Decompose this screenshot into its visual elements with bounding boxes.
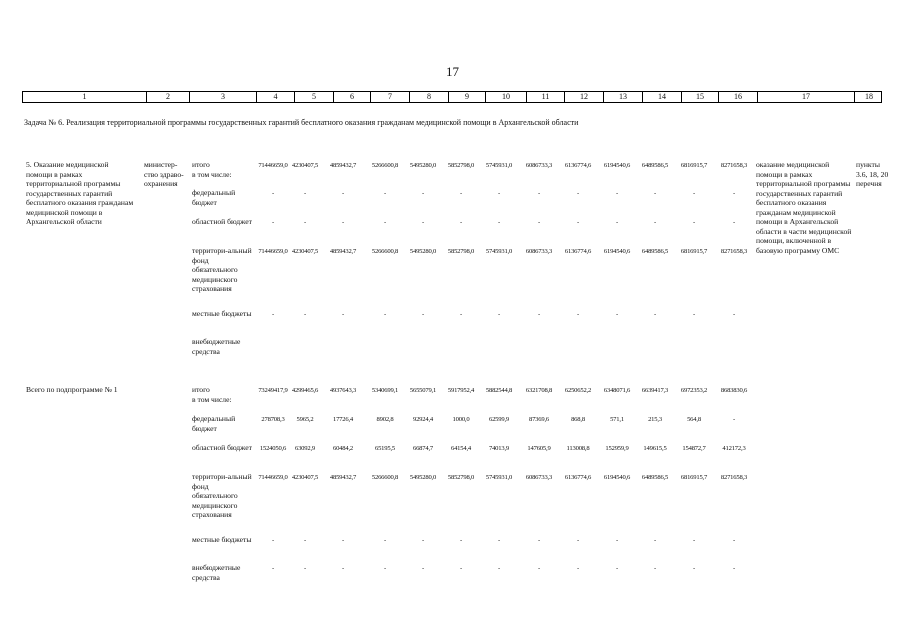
- block2-value-cell: 87369,6: [528, 416, 550, 423]
- header-col-2: 2: [146, 92, 189, 102]
- block2-value-cell: -: [384, 565, 386, 572]
- block1-value-cell: -: [342, 190, 344, 197]
- block1-value-cell: -: [616, 190, 618, 197]
- block2-value-cell: 1000,0: [452, 416, 470, 423]
- block2-value-cell: 17726,4: [332, 416, 354, 423]
- header-col-1: 1: [82, 92, 87, 101]
- block2-value-cell: 215,3: [648, 416, 662, 423]
- block1-value-cell: 8271658,3: [720, 248, 748, 255]
- block1-value-cell: -: [384, 219, 386, 226]
- block2-value-cell: 4230407,5: [291, 474, 319, 481]
- block1-value-cell: 6816915,7: [680, 248, 708, 255]
- block1-value-cell: -: [422, 219, 424, 226]
- block1-value-cell: -: [460, 311, 462, 318]
- block1-value-cell: 71446659,0: [258, 162, 288, 169]
- block1-value-cell: -: [498, 190, 500, 197]
- block2-value-cell: -: [498, 537, 500, 544]
- block2-value-cell: -: [422, 565, 424, 572]
- block1-value-cell: -: [304, 190, 306, 197]
- block1-value-cell: 6194540,6: [603, 162, 631, 169]
- block2-value-cell: -: [577, 537, 579, 544]
- block2-value-cell: -: [304, 565, 306, 572]
- block1-value-cell: -: [538, 219, 540, 226]
- header-col-12: 12: [564, 92, 603, 102]
- block1-value-cell: 6086733,3: [525, 162, 553, 169]
- block1-value-cell: -: [616, 311, 618, 318]
- block2-value-cell: 5495280,0: [409, 474, 437, 481]
- block1-value-cell: 6194540,6: [603, 248, 631, 255]
- header-col-8: 8: [409, 92, 448, 102]
- block1-value-cell: -: [272, 311, 274, 318]
- block1-value-cell: -: [272, 219, 274, 226]
- block1-value-cell: 6136774,6: [564, 248, 592, 255]
- block2-value-cell: 65195,5: [374, 445, 396, 452]
- block1-value-cell: -: [616, 219, 618, 226]
- block1-value-cell: -: [384, 311, 386, 318]
- header-col-5: 5: [294, 92, 333, 102]
- block2-value-cell: -: [460, 565, 462, 572]
- block2-row-label: областной бюджет: [192, 443, 252, 452]
- block2-value-cell: 6321708,8: [525, 387, 553, 394]
- header-col-16: 16: [718, 92, 757, 102]
- header-col-4: 4: [256, 92, 294, 102]
- block2-value-cell: 63092,9: [294, 445, 316, 452]
- block2-value-cell: 5266600,8: [371, 474, 399, 481]
- block1-value-cell: -: [693, 219, 695, 226]
- block1-value-cell: 6489586,5: [641, 162, 669, 169]
- block1-value-cell: -: [342, 219, 344, 226]
- block2-value-cell: 1524050,6: [259, 445, 287, 452]
- block1-value-cell: -: [577, 311, 579, 318]
- header-col-11: 11: [526, 92, 564, 102]
- block2-value-cell: 6194540,6: [603, 474, 631, 481]
- block1-value-cell: -: [498, 311, 500, 318]
- block2-value-cell: 6348071,6: [603, 387, 631, 394]
- block1-value-cell: 4230407,5: [291, 248, 319, 255]
- block1-value-cell: 6489586,5: [641, 248, 669, 255]
- block1-value-cell: -: [304, 219, 306, 226]
- block2-value-cell: 147605,9: [527, 445, 551, 452]
- header-col-10: 10: [485, 92, 526, 102]
- block1-value-cell: 6136774,6: [564, 162, 592, 169]
- block2-value-cell: 113008,8: [566, 445, 590, 452]
- block1-value-cell: -: [498, 219, 500, 226]
- block1-value-cell: -: [577, 219, 579, 226]
- block2-value-cell: 4859432,7: [329, 474, 357, 481]
- column-number-header: [22, 91, 882, 103]
- header-col-17: 17: [757, 92, 854, 102]
- block1-value-cell: -: [693, 311, 695, 318]
- block1-value-cell: -: [733, 219, 735, 226]
- block2-value-cell: -: [498, 565, 500, 572]
- block2-value-cell: 4299465,6: [291, 387, 319, 394]
- block1-value-cell: 5266600,8: [371, 162, 399, 169]
- header-col-15: 15: [681, 92, 718, 102]
- block1-value-cell: -: [693, 190, 695, 197]
- block1-value-cell: -: [384, 190, 386, 197]
- block2-value-cell: 64154,4: [450, 445, 472, 452]
- block2-value-cell: -: [538, 565, 540, 572]
- block2-value-cell: 5965,2: [296, 416, 314, 423]
- header-col-13: 13: [603, 92, 642, 102]
- block2-value-cell: -: [693, 537, 695, 544]
- block1-value-cell: -: [422, 311, 424, 318]
- block2-value-cell: 92924,4: [412, 416, 434, 423]
- block1-value-cell: 71446659,0: [258, 248, 288, 255]
- header-col-6: 6: [333, 92, 370, 102]
- task-title: Задача № 6. Реализация территориальной программы государственных гарантий бесплатного оказания гражданам медицинской помощи в Архангельской области: [24, 118, 579, 127]
- block2-value-cell: -: [304, 537, 306, 544]
- block2-value-cell: 4937643,3: [329, 387, 357, 394]
- block2-row-label: местные бюджеты: [192, 535, 252, 544]
- block2-value-cell: 8271658,3: [720, 474, 748, 481]
- block1-value-cell: -: [733, 311, 735, 318]
- block1-value-cell: 5745931,0: [485, 162, 513, 169]
- block1-value-cell: -: [538, 190, 540, 197]
- block1-row-label: внебюджетные средства: [192, 337, 241, 356]
- block2-value-cell: -: [422, 537, 424, 544]
- block1-event-name: 5. Оказание медицинской помощи в рамках территориальной программы государственных гарантий бесплатного оказания гражданам медицинской помощи в Архангельской области: [26, 160, 134, 226]
- block2-value-cell: -: [616, 537, 618, 544]
- block2-subprogram-total: Всего по подпрограмме № 1: [26, 385, 118, 394]
- block1-value-cell: 5495280,0: [409, 248, 437, 255]
- block2-value-cell: 868,8: [571, 416, 585, 423]
- block1-value-cell: 5495280,0: [409, 162, 437, 169]
- block2-value-cell: -: [538, 537, 540, 544]
- block1-value-cell: -: [654, 311, 656, 318]
- header-col-7: 7: [370, 92, 409, 102]
- block2-value-cell: 412172,3: [722, 445, 746, 452]
- block1-row-label: областной бюджет: [192, 217, 252, 226]
- block1-value-cell: -: [577, 190, 579, 197]
- block2-value-cell: 6639417,3: [641, 387, 669, 394]
- block2-value-cell: -: [460, 537, 462, 544]
- block1-value-cell: -: [422, 190, 424, 197]
- block2-value-cell: 6136774,6: [564, 474, 592, 481]
- block1-value-cell: -: [272, 190, 274, 197]
- block1-value-cell: -: [342, 311, 344, 318]
- block1-value-cell: 5266600,8: [371, 248, 399, 255]
- block2-value-cell: 571,1: [610, 416, 624, 423]
- block1-value-cell: 4230407,5: [291, 162, 319, 169]
- block2-value-cell: 8683830,6: [720, 387, 748, 394]
- block1-value-cell: 8271658,3: [720, 162, 748, 169]
- block2-value-cell: -: [733, 565, 735, 572]
- block1-value-cell: 6816915,7: [680, 162, 708, 169]
- block1-executor: министер-ство здраво-охранения: [144, 160, 184, 188]
- block1-row-label: итого в том числе:: [192, 160, 232, 179]
- block2-value-cell: 5655079,1: [409, 387, 437, 394]
- block2-value-cell: 154872,7: [682, 445, 706, 452]
- block1-value-cell: -: [654, 190, 656, 197]
- block1-value-cell: 4859432,7: [329, 162, 357, 169]
- block2-value-cell: -: [733, 416, 735, 423]
- block1-value-cell: 5852798,0: [447, 162, 475, 169]
- block2-value-cell: 73249417,9: [258, 387, 288, 394]
- block2-value-cell: -: [733, 537, 735, 544]
- block2-value-cell: 5745931,0: [485, 474, 513, 481]
- header-col-14: 14: [642, 92, 681, 102]
- header-col-3: 3: [189, 92, 256, 102]
- block1-value-cell: 5745931,0: [485, 248, 513, 255]
- block2-value-cell: -: [654, 537, 656, 544]
- block2-value-cell: 6972353,2: [680, 387, 708, 394]
- block1-points: пункты 3.6, 18, 20 перечня: [856, 160, 889, 188]
- block2-value-cell: -: [577, 565, 579, 572]
- block2-value-cell: 6489586,5: [641, 474, 669, 481]
- block2-value-cell: 71446659,0: [258, 474, 288, 481]
- block2-value-cell: 74013,9: [488, 445, 510, 452]
- block2-value-cell: 278708,3: [261, 416, 285, 423]
- block1-value-cell: 5852798,0: [447, 248, 475, 255]
- block2-row-label: федеральный бюджет: [192, 414, 236, 433]
- block2-value-cell: 564,8: [687, 416, 701, 423]
- block2-row-label: итого в том числе:: [192, 385, 232, 404]
- block2-value-cell: -: [693, 565, 695, 572]
- block2-value-cell: -: [654, 565, 656, 572]
- block1-row-label: местные бюджеты: [192, 309, 252, 318]
- header-col-18: 18: [854, 92, 883, 102]
- page-number: 17: [446, 64, 459, 79]
- block2-value-cell: 5882544,8: [485, 387, 513, 394]
- block2-value-cell: 6086733,3: [525, 474, 553, 481]
- block2-value-cell: 152959,9: [605, 445, 629, 452]
- block2-row-label: территори-альный фонд обязательного медицинского страхования: [192, 472, 252, 519]
- block2-value-cell: 6250652,2: [564, 387, 592, 394]
- header-col-9: 9: [448, 92, 485, 102]
- block1-value-cell: -: [654, 219, 656, 226]
- block1-value-cell: 6086733,3: [525, 248, 553, 255]
- block2-value-cell: 6816915,7: [680, 474, 708, 481]
- block2-value-cell: 66874,7: [412, 445, 434, 452]
- block2-value-cell: -: [272, 537, 274, 544]
- block2-value-cell: 8902,8: [376, 416, 394, 423]
- block2-value-cell: -: [272, 565, 274, 572]
- block1-row-label: территори-альный фонд обязательного медицинского страхования: [192, 246, 252, 293]
- block1-row-label: федеральный бюджет: [192, 188, 236, 207]
- block2-value-cell: -: [384, 537, 386, 544]
- block2-value-cell: 5852798,0: [447, 474, 475, 481]
- block2-value-cell: 149615,5: [643, 445, 667, 452]
- block1-value-cell: -: [304, 311, 306, 318]
- block1-result: оказание медицинской помощи в рамках территориальной программы государственных гарантий бесплатного оказания гражданам медицинской помощи в Архангельской области в части медицинской помощи, включенной в базовую программу ОМС: [756, 160, 852, 255]
- block2-value-cell: -: [616, 565, 618, 572]
- block1-value-cell: -: [733, 190, 735, 197]
- block2-value-cell: 5340699,1: [371, 387, 399, 394]
- block1-value-cell: -: [538, 311, 540, 318]
- block2-value-cell: 60484,2: [332, 445, 354, 452]
- block1-value-cell: -: [460, 190, 462, 197]
- block1-value-cell: 4859432,7: [329, 248, 357, 255]
- block1-value-cell: -: [460, 219, 462, 226]
- block2-value-cell: -: [342, 565, 344, 572]
- block2-value-cell: 62599,9: [488, 416, 510, 423]
- block2-value-cell: 5917952,4: [447, 387, 475, 394]
- block2-row-label: внебюджетные средства: [192, 563, 241, 582]
- block2-value-cell: -: [342, 537, 344, 544]
